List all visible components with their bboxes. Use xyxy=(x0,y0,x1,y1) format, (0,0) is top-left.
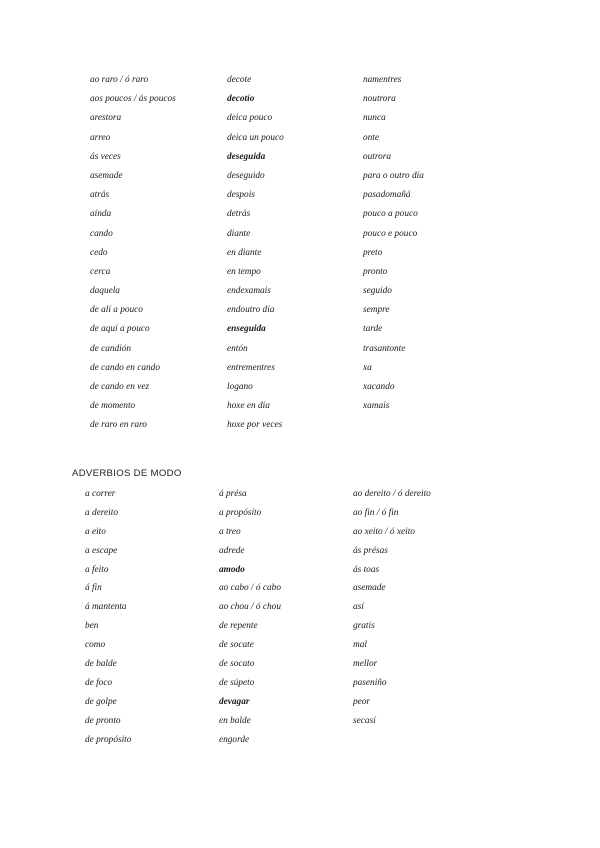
adverbios-modo-list xyxy=(85,485,483,749)
adverbio-tempo-word: hoxe por veces xyxy=(227,420,283,431)
adverbio-tempo-word: cerca xyxy=(90,266,111,277)
adverbio-modo-word: ao cabo / ó cabo xyxy=(219,583,281,594)
adverbio-modo-word: á présa xyxy=(219,489,247,499)
adverbio-tempo-word: en diante xyxy=(227,247,262,258)
adverbio-tempo-word: decotío xyxy=(227,94,255,105)
adverbio-modo-word: de socate xyxy=(219,640,254,651)
adverbio-tempo-word: aos poucos / ás poucos xyxy=(90,94,176,105)
adverbio-modo-word: a eito xyxy=(85,526,106,537)
adverbio-tempo-word: de cando en cando xyxy=(90,362,160,373)
adverbio-tempo-word: tarde xyxy=(363,324,383,335)
adverbio-modo-word: á fin xyxy=(85,583,102,594)
adverbio-modo-word: de repente xyxy=(219,621,258,632)
adverbio-tempo-word: de candión xyxy=(90,343,132,354)
adverbio-modo-word: engorde xyxy=(219,734,250,745)
adverbio-modo-word: así xyxy=(353,602,364,613)
adverbio-tempo-word: de momento xyxy=(90,401,136,412)
adverbio-tempo-word: detrás xyxy=(227,209,251,220)
adverbio-modo-word: de propósito xyxy=(85,734,132,745)
adverbio-tempo-word: deseguida xyxy=(227,151,266,162)
adverbio-modo-word: de golpe xyxy=(85,696,117,707)
adverbio-tempo-word: xa xyxy=(363,362,372,373)
adverbio-modo-word: ao xeito / ó xeito xyxy=(353,526,415,537)
adverbio-modo-word: en balde xyxy=(219,715,251,726)
adverbio-modo-word: secasí xyxy=(353,715,376,726)
adverbio-tempo-word: para o outro día xyxy=(363,170,424,181)
adverbio-modo-word: de socato xyxy=(219,659,255,670)
adverbio-tempo-word: pouco e pouco xyxy=(363,228,418,239)
adverbio-tempo-word: deica un pouco xyxy=(227,132,284,143)
adverbio-tempo-word: pouco a pouco xyxy=(363,209,418,220)
adverbio-modo-word: ás toas xyxy=(353,564,380,575)
adverbio-tempo-word: pronto xyxy=(363,266,388,277)
adverbio-tempo-word: entón xyxy=(227,343,248,354)
adverbio-tempo-word: asemade xyxy=(90,170,123,181)
adverbio-tempo-word: daquela xyxy=(90,286,120,297)
adverbio-tempo-word: ao raro / ó raro xyxy=(90,75,149,85)
adverbio-modo-word: a treo xyxy=(219,526,241,537)
adverbio-tempo-word: preto xyxy=(363,247,383,258)
adverbio-modo-word: ao dereito / ó dereito xyxy=(353,489,431,499)
adverbio-modo-word: ás présas xyxy=(353,545,388,556)
adverbio-tempo-word: de cando en vez xyxy=(90,382,150,392)
adverbio-modo-word: peor xyxy=(353,696,371,707)
adverbio-tempo-word: cedo xyxy=(90,247,108,258)
adverbio-tempo-word: despois xyxy=(227,190,255,201)
adverbio-tempo-word: decote xyxy=(227,75,252,85)
adverbio-modo-word: de pronto xyxy=(85,715,121,726)
adverbio-tempo-word: endoutro día xyxy=(227,305,275,316)
adverbio-tempo-word: outrora xyxy=(363,151,392,162)
adverbio-tempo-word: cando xyxy=(90,228,113,239)
adverbio-tempo-word: aínda xyxy=(90,209,112,220)
adverbio-tempo-word: enseguida xyxy=(227,324,266,335)
adverbio-tempo-word: endexamais xyxy=(227,286,271,297)
adverbio-tempo-word: de aquí a pouco xyxy=(90,324,150,335)
adverbio-tempo-word: xacando xyxy=(363,382,395,392)
adverbio-tempo-word: ás veces xyxy=(90,151,121,162)
adverbio-tempo-word: atrás xyxy=(90,190,110,201)
adverbio-tempo-word: noutrora xyxy=(363,94,396,105)
adverbio-tempo-word: entrementres xyxy=(227,362,275,373)
adverbios-tempo-list xyxy=(90,71,493,436)
adverbio-modo-word: mellor xyxy=(353,659,378,670)
adverbio-modo-word: mal xyxy=(353,640,367,651)
adverbio-modo-word: adrede xyxy=(219,545,245,556)
adverbio-modo-word: de súpeto xyxy=(219,677,255,688)
adverbio-tempo-word: deseguido xyxy=(227,170,265,181)
adverbio-tempo-word: xamais xyxy=(363,401,390,412)
adverbio-modo-word: ao fin / ó fin xyxy=(353,507,399,518)
adverbio-tempo-word: onte xyxy=(363,132,380,143)
adverbio-modo-word: a propósito xyxy=(219,507,262,518)
section-heading-adverbios-modo: ADVERBIOS DE MODO xyxy=(72,468,182,479)
adverbio-tempo-word: nunca xyxy=(363,113,386,124)
adverbio-tempo-word: de alí a pouco xyxy=(90,305,143,316)
adverbio-modo-word: a correr xyxy=(85,489,116,499)
adverbio-modo-word: a dereito xyxy=(85,507,118,518)
adverbio-tempo-word: arestora xyxy=(90,113,122,124)
adverbio-tempo-word: deica pouco xyxy=(227,113,273,124)
adverbio-tempo-word: logano xyxy=(227,382,253,392)
adverbio-modo-word: amodo xyxy=(219,564,245,575)
adverbio-tempo-word: namentres xyxy=(363,75,402,85)
adverbio-modo-word: de foco xyxy=(85,677,113,688)
adverbio-modo-word: á mantenta xyxy=(85,602,127,613)
adverbio-modo-word: devagar xyxy=(219,696,250,707)
adverbio-tempo-word: trasantonte xyxy=(363,343,406,354)
adverbio-tempo-word: de raro en raro xyxy=(90,420,147,431)
adverbio-modo-word: ao chou / ó chou xyxy=(219,602,281,613)
adverbio-modo-word: asemade xyxy=(353,583,386,594)
adverbio-modo-word: a feito xyxy=(85,564,109,575)
adverbio-tempo-word: pasadomañá xyxy=(363,190,411,201)
adverbio-modo-word: paseniño xyxy=(353,677,387,688)
adverbio-tempo-word: en tempo xyxy=(227,266,261,277)
adverbio-tempo-word: hoxe en día xyxy=(227,401,270,412)
adverbio-modo-word: de balde xyxy=(85,659,117,670)
adverbio-tempo-word: arreo xyxy=(90,132,111,143)
adverbio-modo-word: a escape xyxy=(85,545,118,556)
adverbio-tempo-word: seguido xyxy=(363,286,392,297)
adverbio-modo-word: gratis xyxy=(353,621,375,632)
adverbio-modo-word: como xyxy=(85,640,106,651)
adverbio-modo-word: ben xyxy=(85,621,99,632)
adverbio-tempo-word: diante xyxy=(227,228,251,239)
adverbio-tempo-word: sempre xyxy=(363,305,390,316)
